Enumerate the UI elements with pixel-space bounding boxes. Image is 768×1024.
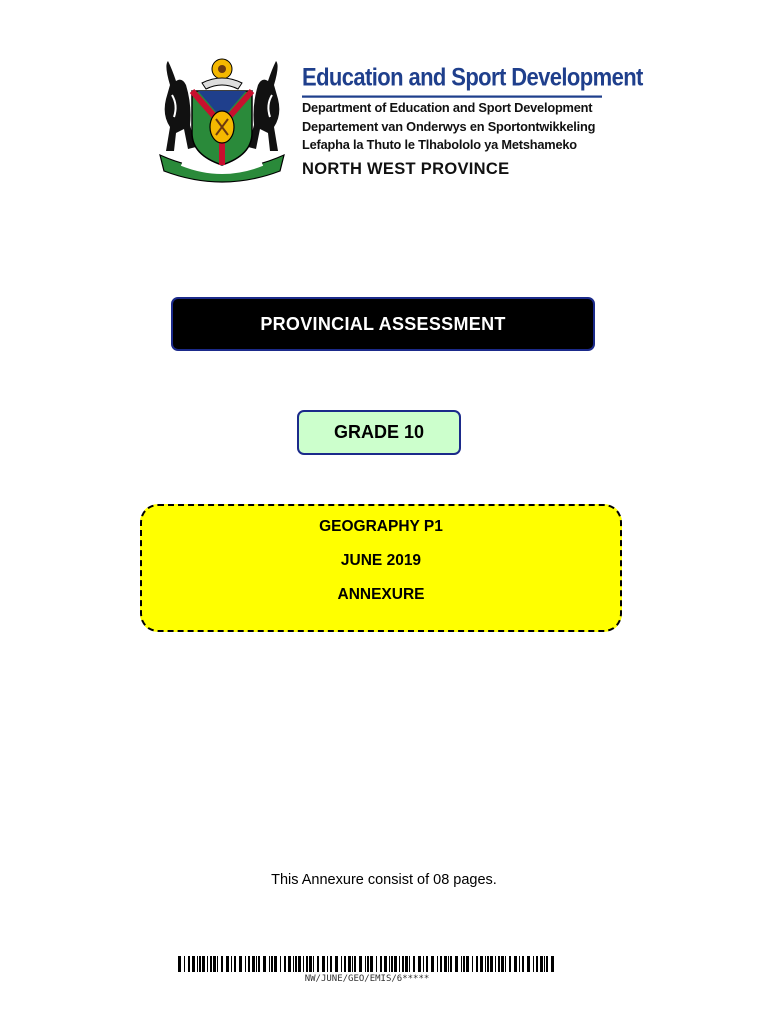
department-name-english: Department of Education and Sport Development	[302, 100, 593, 115]
assessment-banner	[171, 297, 595, 351]
letterhead	[152, 55, 643, 190]
barcode-text: NW/JUNE/GEO/EMIS/6*****	[304, 974, 430, 982]
subject-paper: GEOGRAPHY P1	[319, 518, 443, 535]
province-name: NORTH WEST PROVINCE	[302, 159, 510, 178]
department-name-afrikaans: Departement van Onderwys en Sportontwikkeling	[302, 118, 596, 134]
subject-document-type: ANNEXURE	[337, 586, 425, 603]
department-title: Education and Sport Development	[302, 63, 602, 98]
assessment-label: PROVINCIAL ASSESSMENT	[260, 313, 506, 334]
barcode	[178, 956, 556, 982]
department-text	[302, 63, 643, 179]
grade-label: GRADE 10	[333, 422, 425, 442]
subject-banner	[140, 504, 622, 632]
subject-session: JUNE 2019	[340, 552, 422, 569]
grade-banner	[297, 410, 461, 455]
page-count-note: This Annexure consist of 08 pages.	[271, 872, 497, 888]
department-name-setswana: Lefapha la Thuto le Tlhabololo ya Metshameko	[302, 137, 577, 152]
coat-of-arms-icon	[152, 55, 292, 187]
